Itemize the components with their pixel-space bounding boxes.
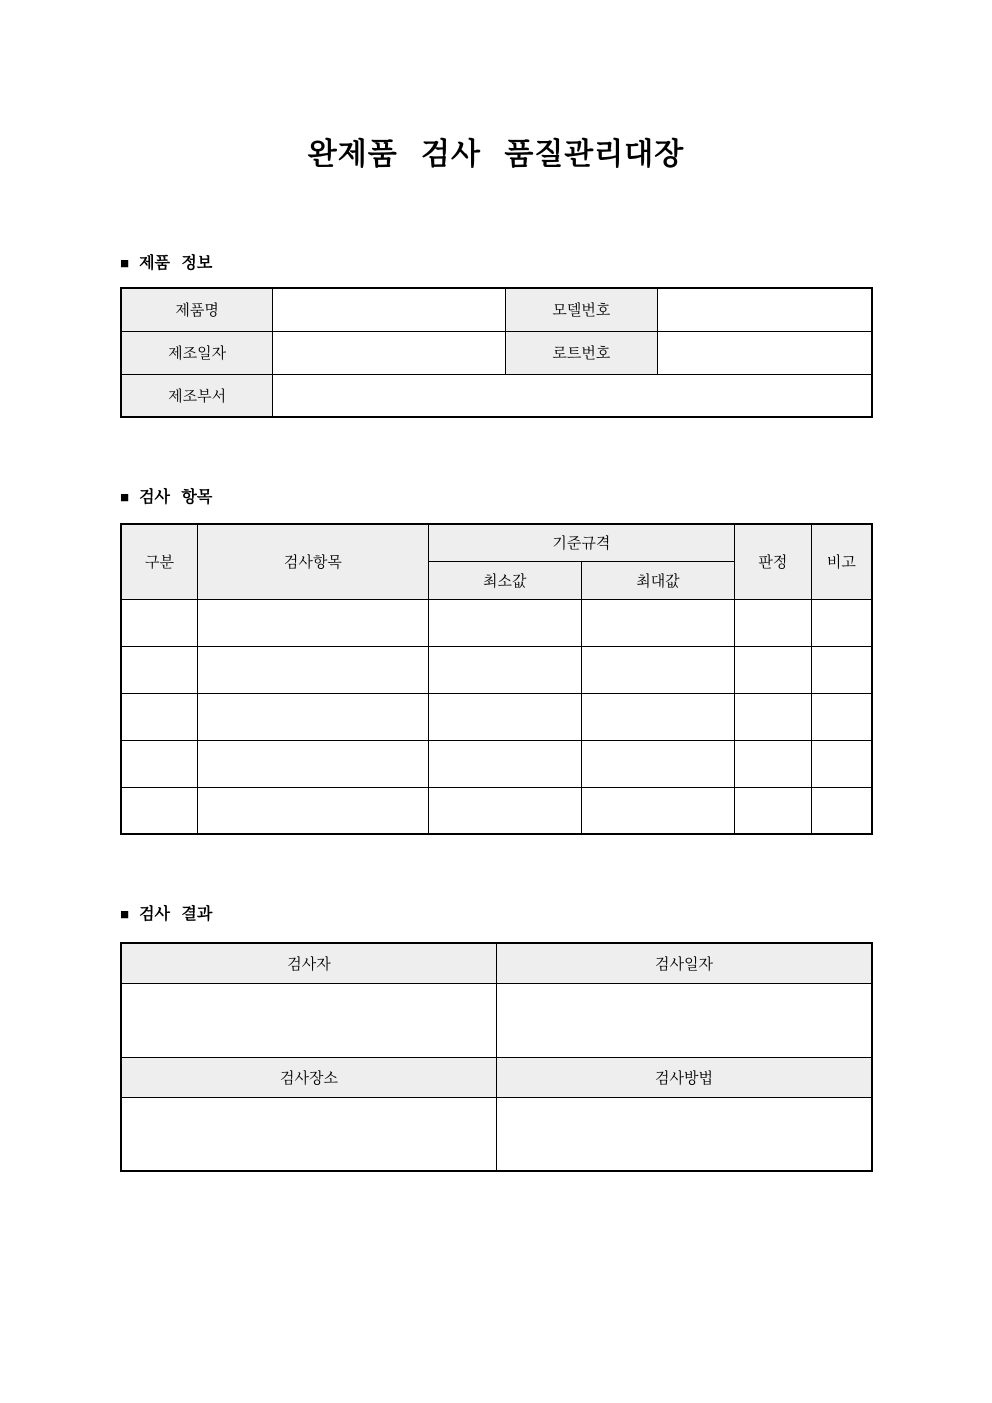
empty-cell [735,599,812,646]
section-heading-label: 제품 정보 [139,255,213,272]
empty-cell [581,693,734,740]
inspector-label-cell: 검사자 [121,943,497,983]
empty-cell [121,787,198,834]
empty-cell [198,693,429,740]
inspection-location-value-cell [121,1097,497,1171]
empty-cell [735,740,812,787]
table-row [121,740,872,787]
product-name-label-cell: 제품명 [121,288,273,331]
empty-cell [735,693,812,740]
table-row [121,599,872,646]
empty-cell [581,646,734,693]
empty-cell [198,599,429,646]
empty-cell [581,740,734,787]
model-no-value-cell [657,288,872,331]
table-row [121,646,872,693]
empty-cell [811,646,872,693]
section-heading-inspection-items [120,488,873,508]
inspection-results-table [120,942,873,1172]
mfg-dept-label-cell: 제조부서 [121,374,273,417]
column-header-max-value: 최대값 [581,561,734,599]
table-row [121,331,872,374]
inspection-method-value-cell [497,1097,873,1171]
mfg-date-label-cell: 제조일자 [121,331,273,374]
empty-cell [428,646,581,693]
lot-no-label-cell: 로트번호 [505,331,657,374]
empty-cell [428,787,581,834]
table-header-row [121,1057,872,1097]
empty-cell [198,646,429,693]
empty-cell [428,693,581,740]
model-no-label-cell: 모델번호 [505,288,657,331]
table-row [121,288,872,331]
empty-cell [811,740,872,787]
column-header-category: 구분 [121,524,198,599]
table-header-row [121,943,872,983]
square-bullet-icon: ■ [120,489,130,506]
mfg-date-value-cell [273,331,506,374]
table-row [121,983,872,1057]
section-heading-label: 검사 항목 [139,489,213,506]
empty-cell [581,599,734,646]
product-info-table [120,287,873,418]
empty-cell [428,599,581,646]
empty-cell [121,740,198,787]
inspection-date-value-cell [497,983,873,1057]
table-row [121,787,872,834]
table-row [121,374,872,417]
section-heading-product-info [120,254,873,274]
table-row [121,1097,872,1171]
empty-cell [811,599,872,646]
mfg-dept-value-cell [273,374,872,417]
inspector-value-cell [121,983,497,1057]
empty-cell [121,599,198,646]
section-heading-inspection-results [120,905,873,925]
inspection-location-label-cell: 검사장소 [121,1057,497,1097]
section-heading-label: 검사 결과 [139,906,213,923]
empty-cell [811,693,872,740]
inspection-items-table [120,523,873,835]
empty-cell [428,740,581,787]
empty-cell [811,787,872,834]
document-title: 완제품 검사 품질관리대장 [307,138,685,171]
empty-cell [198,787,429,834]
table-header-row [121,524,872,561]
empty-cell [121,646,198,693]
inspection-method-label-cell: 검사방법 [497,1057,873,1097]
empty-cell [735,646,812,693]
column-header-min-value: 최소값 [428,561,581,599]
product-name-value-cell [273,288,506,331]
inspection-date-label-cell: 검사일자 [497,943,873,983]
empty-cell [735,787,812,834]
column-header-item: 검사항목 [198,524,429,599]
column-header-standard-spec: 기준규격 [428,524,734,561]
document-content [120,254,873,1172]
empty-cell [121,693,198,740]
square-bullet-icon: ■ [120,255,130,272]
square-bullet-icon: ■ [120,906,130,923]
empty-cell [198,740,429,787]
lot-no-value-cell [657,331,872,374]
empty-cell [581,787,734,834]
column-header-judgment: 판정 [735,524,812,599]
table-row [121,693,872,740]
column-header-remarks: 비고 [811,524,872,599]
